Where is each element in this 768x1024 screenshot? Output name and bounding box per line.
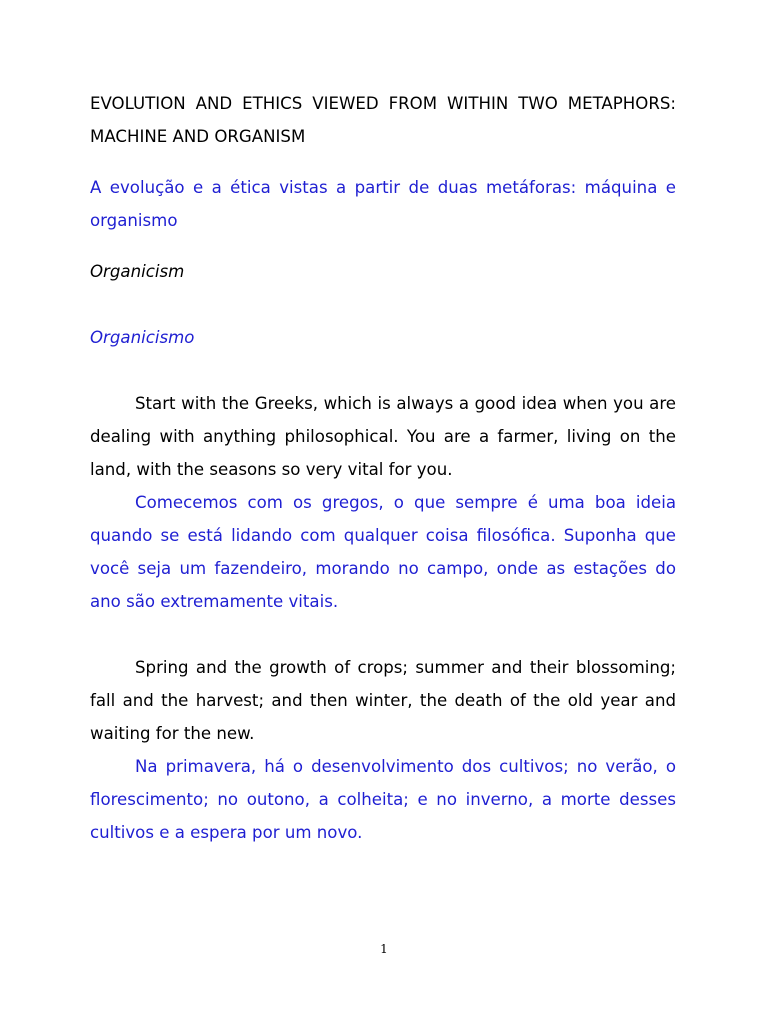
section-heading-portuguese: Organicismo xyxy=(90,328,195,347)
paragraph-portuguese-2: Na primavera, há o desenvolvimento dos cultivos; no verão, o florescimento; no outono, a colheita; e no inverno, a morte desses cultivos e a espera por um novo. xyxy=(90,757,676,842)
spacer xyxy=(90,237,676,255)
spacer xyxy=(90,288,676,321)
document-page xyxy=(90,87,676,849)
title-portuguese: A evolução e a ética vistas a partir de duas metáforas: máquina e organismo xyxy=(90,178,676,230)
spacer xyxy=(90,618,676,651)
page-number: 1 xyxy=(380,942,388,956)
paragraph-english-1: Start with the Greeks, which is always a good idea when you are dealing with anything philosophical. You are a farmer, living on the land, with the seasons so very vital for you. xyxy=(90,394,676,479)
paragraph-english-2: Spring and the growth of crops; summer and their blossoming; fall and the harvest; and then winter, the death of the old year and waiting for the new. xyxy=(90,658,676,743)
section-heading-english: Organicism xyxy=(90,262,185,281)
paragraph-portuguese-1: Comecemos com os gregos, o que sempre é uma boa ideia quando se está lidando com qualquer coisa filosófica. Suponha que você seja um fazendeiro, morando no campo, onde as estações do ano são extremamente vitais. xyxy=(90,493,676,611)
title-english: EVOLUTION AND ETHICS VIEWED FROM WITHIN TWO METAPHORS: MACHINE AND ORGANISM xyxy=(90,94,676,146)
spacer xyxy=(90,354,676,387)
spacer xyxy=(90,153,676,171)
